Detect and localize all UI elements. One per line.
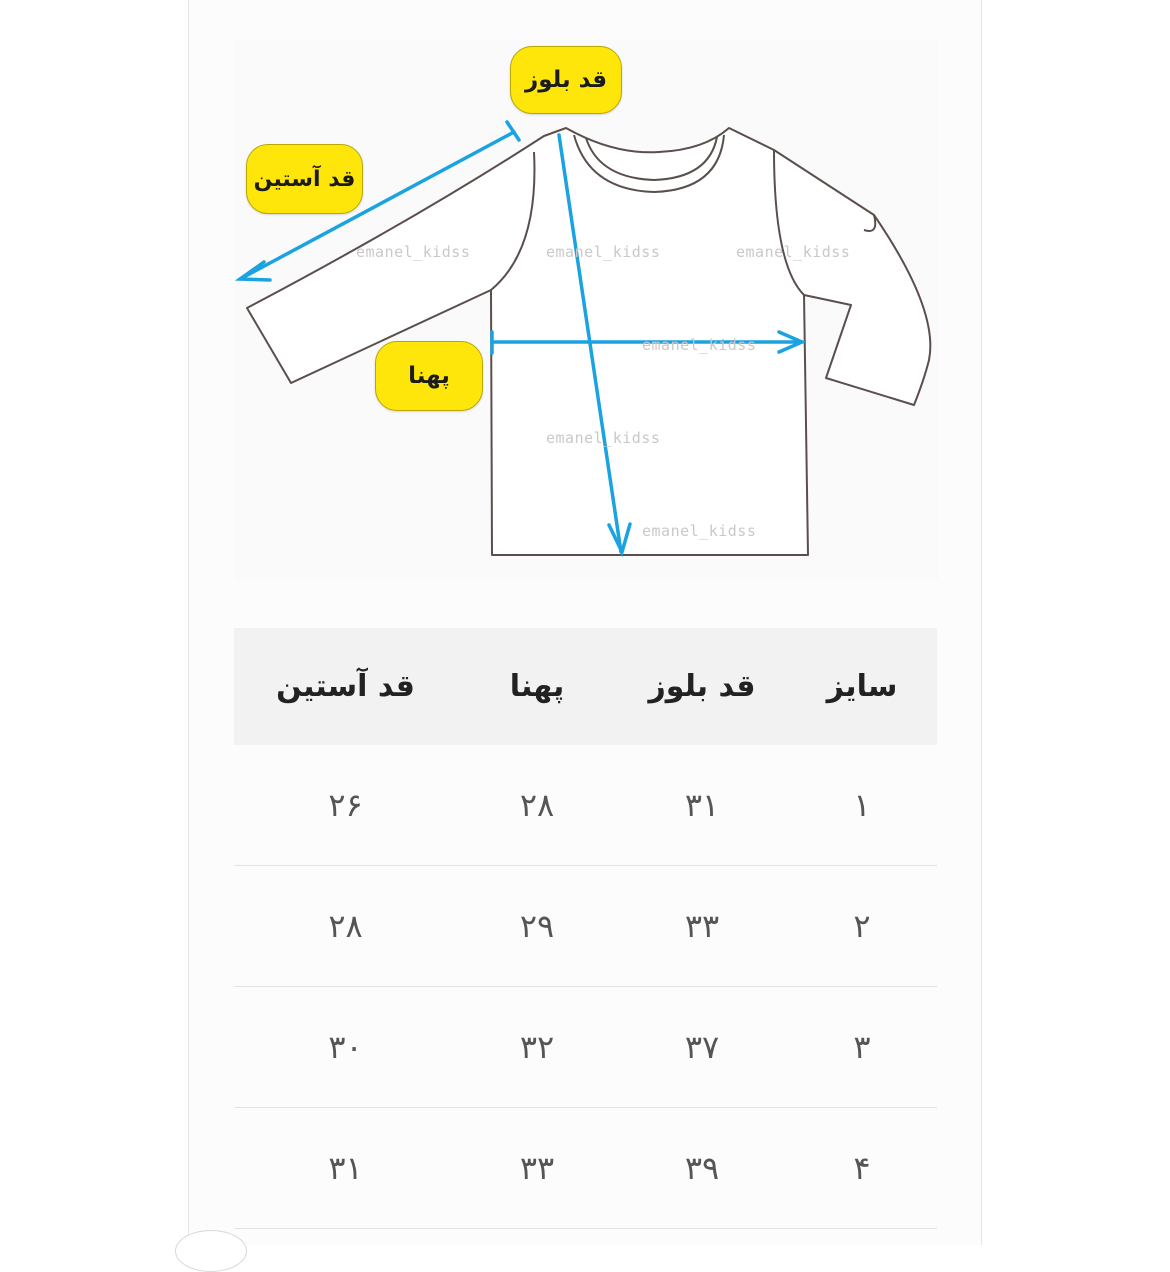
cell-width: ۳۳ [457,1108,617,1229]
table-row [234,1108,937,1229]
scroll-corner-indicator [175,1230,247,1272]
cell-blouse-length: ۳۷ [617,987,787,1108]
label-blouse-length: قد بلوز [510,46,622,114]
cell-size: ۳ [787,987,937,1108]
watermark-text: emanel_kidss [642,336,757,354]
watermark-text: emanel_kidss [546,429,661,447]
cell-sleeve-length: ۲۶ [234,745,457,866]
cell-blouse-length: ۳۳ [617,866,787,987]
label-sleeve-length: قد آستین [246,144,363,214]
header-sleeve-length: قد آستین [234,628,457,745]
cell-sleeve-length: ۳۰ [234,987,457,1108]
header-blouse-length: قد بلوز [617,628,787,745]
cell-size: ۲ [787,866,937,987]
cell-width: ۲۸ [457,745,617,866]
table-row [234,745,937,866]
cell-blouse-length: ۳۹ [617,1108,787,1229]
shirt-outline-drawing [234,40,939,580]
size-chart-card [188,0,982,1245]
table-header-row [234,628,937,745]
header-size: سایز [787,628,937,745]
table-row [234,987,937,1108]
cell-width: ۲۹ [457,866,617,987]
label-width: پهنا [375,341,483,411]
watermark-text: emanel_kidss [642,522,757,540]
shirt-measurement-diagram [234,40,939,580]
cell-blouse-length: ۳۱ [617,745,787,866]
watermark-text: emanel_kidss [356,243,471,261]
table-row [234,866,937,987]
watermark-text: emanel_kidss [546,243,661,261]
header-width: پهنا [457,628,617,745]
watermark-text: emanel_kidss [736,243,851,261]
cell-sleeve-length: ۳۱ [234,1108,457,1229]
cell-sleeve-length: ۲۸ [234,866,457,987]
size-table [234,628,937,1229]
cell-size: ۱ [787,745,937,866]
cell-size: ۴ [787,1108,937,1229]
cell-width: ۳۲ [457,987,617,1108]
